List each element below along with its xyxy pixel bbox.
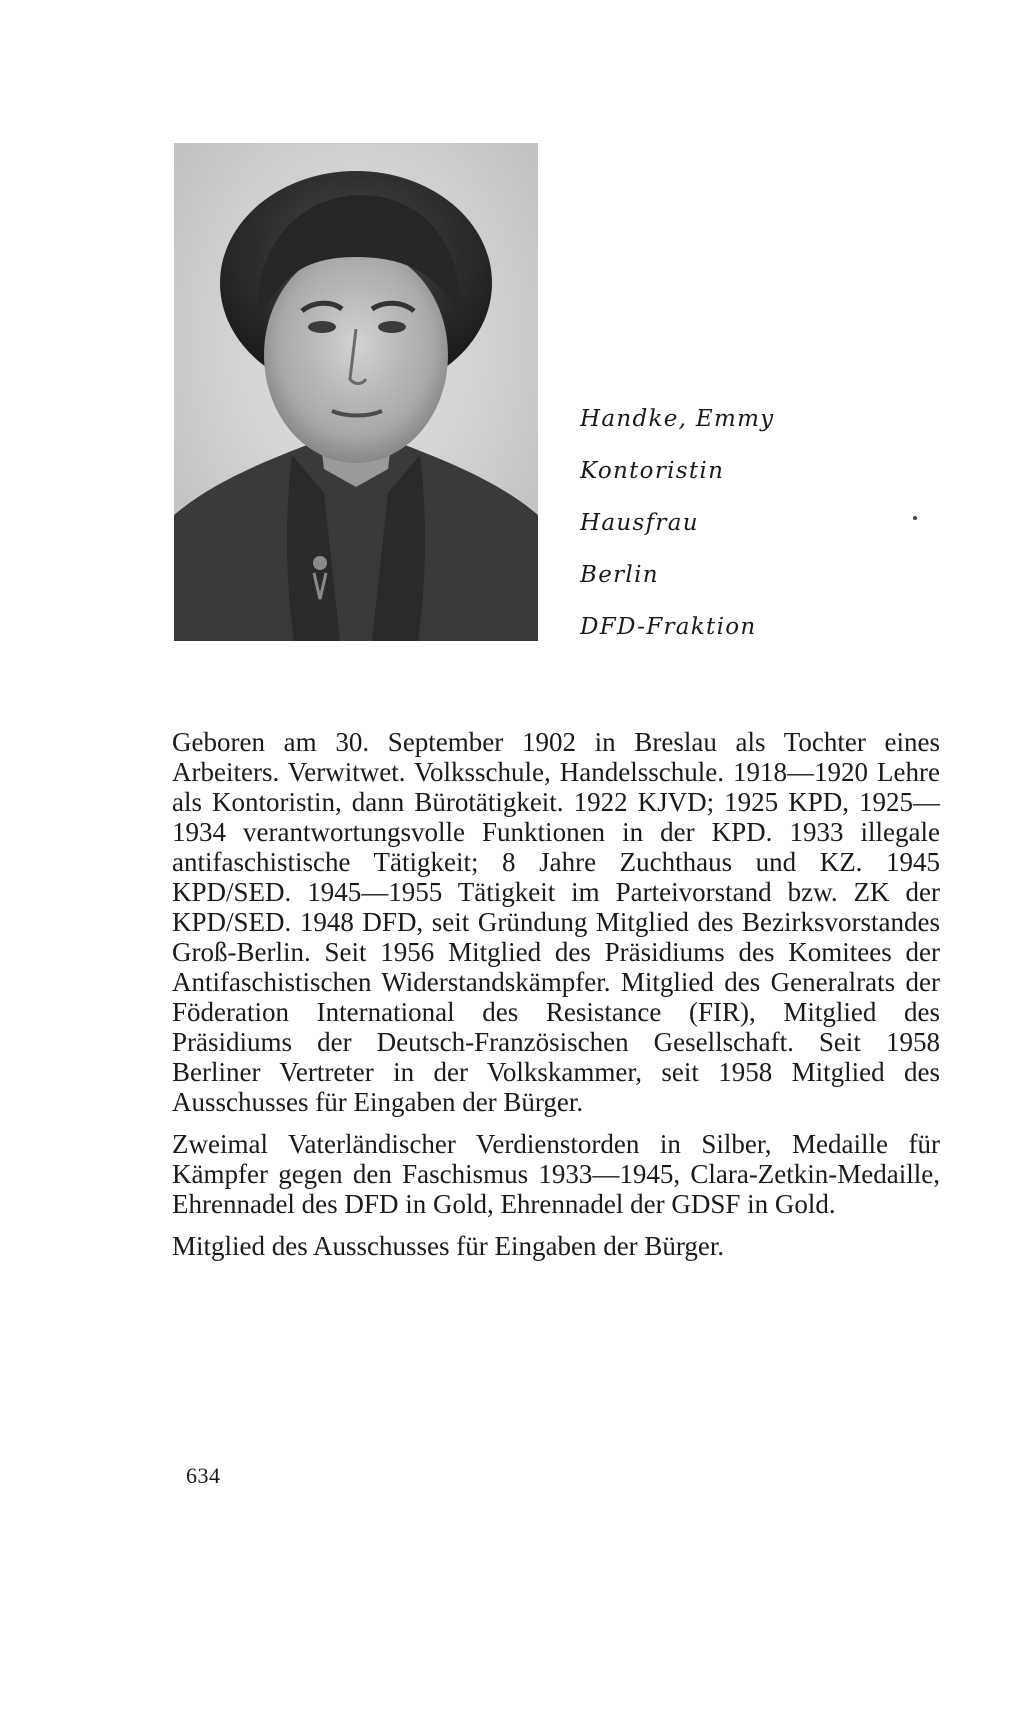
portrait-photo [174, 143, 538, 641]
person-city: Berlin [580, 562, 659, 588]
biography-text [172, 727, 940, 1273]
person-profession: Kontoristin [580, 458, 725, 484]
page-number: 634 [186, 1463, 221, 1488]
person-occupation: Hausfrau [580, 510, 699, 536]
awards-paragraph: Zweimal Vaterländischer Verdienstorden in Silber, Medaille für Kämpfer gegen den Faschismus 1933—1945, Clara-Zetkin-Medaille, Ehrennadel des DFD in Gold, Ehrennadel der GDSF in Gold. [172, 1129, 940, 1219]
person-name: Handke, Emmy [580, 406, 775, 432]
person-info [580, 405, 940, 665]
committee-paragraph: Mitglied des Ausschusses für Eingaben der Bürger. [172, 1231, 725, 1261]
biography-paragraph: Geboren am 30. September 1902 in Breslau als Tochter eines Arbeiters. Verwitwet. Volksschule, Handelsschule. 1918—1920 Lehre als Kontoristin, dann Bürotätigkeit. 1922 KJVD; 1925 KPD, 1925—1934 verantwortungsvolle Funktionen in der KPD. 1933 illegale antifaschistische Tätigkeit; 8 Jahre Zuchthaus und KZ. 1945 KPD/SED. 1945—1955 Tätigkeit im Parteivorstand bzw. ZK der KPD/SED. 1948 DFD, seit Gründung Mitglied des Bezirksvorstandes Groß-Berlin. Seit 1956 Mitglied des Präsidiums des Komitees der Antifaschistischen Widerstandskämpfer. Mitglied des Generalrats der Föderation International des Resistance (FIR), Mitglied des Präsidiums der Deutsch-Französischen Gesellschaft. Seit 1958 Berliner Vertreter in der Volkskammer, seit 1958 Mitglied des Ausschusses für Eingaben der Bürger. [172, 727, 940, 1117]
person-faction: DFD-Fraktion [580, 614, 757, 640]
print-speck [913, 516, 917, 520]
